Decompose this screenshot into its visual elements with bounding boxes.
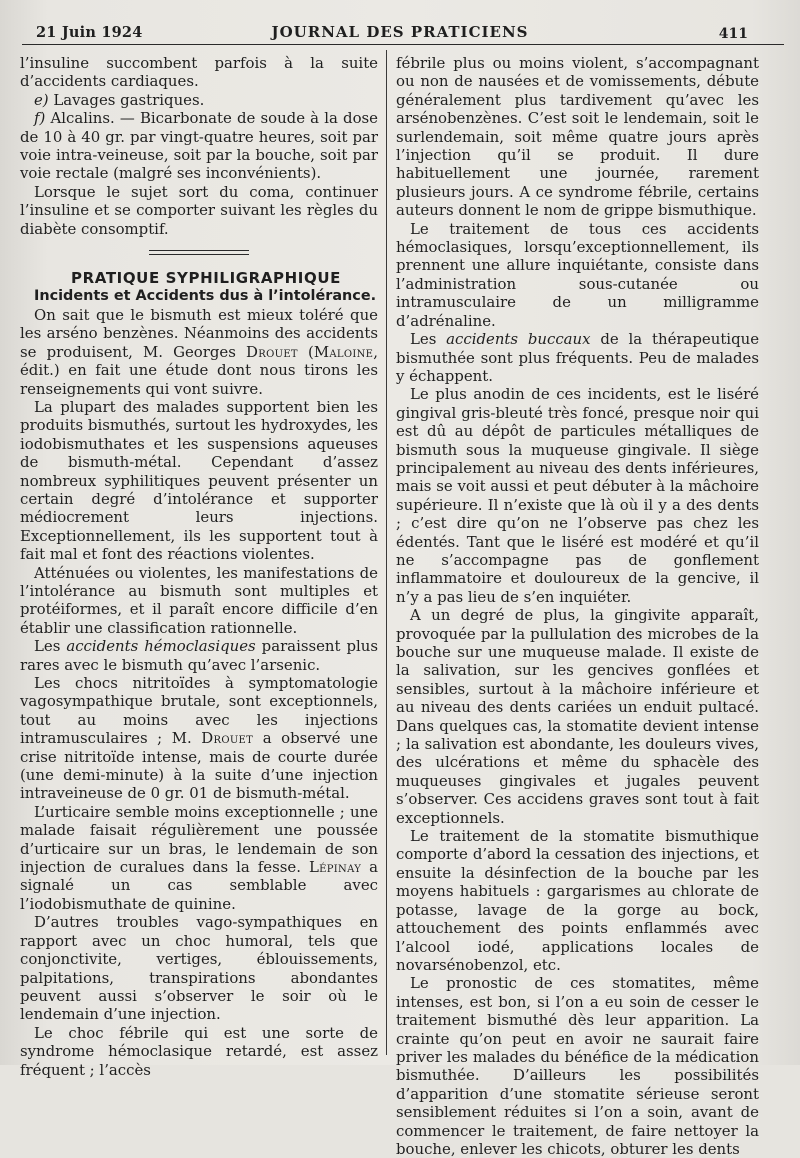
paragraph-plupart: La plupart des malades supportent bien les produits bismuthés, surtout les hydroxydes, les iodobismuthates et les suspensions aqueuses de bismuth-métal. Cependant d’assez nombreux syphilitiques peuvent présenter un certain degré d’intolérance et supporter médiocrement leurs injections. Exceptionnellement, ils les supportent tout à fait mal et font des réactions violentes. bbox=[20, 397, 378, 564]
list-item-e bbox=[20, 91, 378, 109]
text-run: Les chocs nitritoïdes à symptomatologie vagosympathique brutale, sont exceptionnels, tout au moins avec les injections intramusculaires ; M. bbox=[20, 674, 378, 748]
paragraph-bismuth-tolerance bbox=[20, 306, 378, 398]
text-run: L’urticaire semble moins exceptionnelle ; une malade faisait régulièrement une poussée d’urticaire sur un bras, le lendemain de son injection de curalues dans la fesse. bbox=[20, 802, 378, 877]
section-divider bbox=[149, 250, 249, 255]
item-f-label: f) bbox=[34, 109, 46, 128]
left-column bbox=[20, 54, 378, 1079]
item-f-text: Alcalins. — Bicarbonate de soude à la dose de 10 à 40 gr. par vingt-quatre heures, soit par voie intra-veineuse, soit par la bouche, soit par voie rectale (malgré ses inconvénients). bbox=[20, 109, 378, 183]
text-run: a observé une crise nitritoïde intense, mais de courte durée (une demi-minute) à la suite d’une injection intraveineuse de 0 gr. 01 de bismuth-métal. bbox=[20, 729, 378, 803]
list-item-f bbox=[20, 109, 378, 183]
emphasis-accidents-buccaux: accidents buccaux bbox=[446, 330, 591, 349]
header-page-number: 411 bbox=[718, 26, 748, 42]
text-run: ( bbox=[297, 342, 314, 361]
paragraph-pronostic: Le pronostic de ces stomatites, même intenses, est bon, si l’on a eu soin de cesser le traitement bismuthé dès leur apparition. La crainte qu’on peut en avoir ne saurait faire priver les malades du bénéfice de la médication bismuthée. D’ailleurs les possibilités d’apparition d’une stomatite sérieuse seront sensiblement réduites si l’on a soin, avant de commencer le traitement, de faire nettoyer la bouche, enlever les chicots, obturer les dents bbox=[396, 974, 759, 1158]
right-column bbox=[396, 54, 759, 1158]
paragraph-choc-febrile: Le choc fébrile qui est une sorte de syndrome hémoclasique retardé, est assez fréquent ; l’accès bbox=[20, 1023, 378, 1079]
column-divider bbox=[386, 50, 387, 1055]
text-run: a signalé un cas semblable avec l’iodobismuthate de quinine. bbox=[20, 858, 378, 913]
item-e-label: e) bbox=[34, 90, 49, 109]
paragraph-chocs bbox=[20, 674, 378, 803]
header-rule bbox=[22, 44, 784, 45]
text-run: paraissent plus rares avec le bismuth qu’avec l’arsenic. bbox=[20, 637, 379, 674]
paragraph-insuline: l’insuline succombent parfois à la suite d’accidents cardiaques. bbox=[20, 54, 378, 91]
paragraph-febrile-continued: fébrile plus ou moins violent, s’accompagnant ou non de nausées et de vomissements, débute généralement plus tardivement qu’avec les arsénobenzènes. C’est soit le lendemain, soit le surlendemain, soit même quatre jours après l’injection qu’il se produit. Il dure habituellement une journée, rarement plusieurs jours. A ce syndrome fébrile, certains auteurs donnent le nom de grippe bismuthique. bbox=[396, 54, 759, 220]
paragraph-traitement-stomatite: Le traitement de la stomatite bismuthique comporte d’abord la cessation des injections, et ensuite la désinfection de la bouche par les moyens habituels : gargarismes au chlorate de potasse, lavage de la gorge au bock, attouchement des points enflammés avec l’alcool iodé, applications locales de novarsénobenzol, etc. bbox=[396, 827, 759, 974]
paragraph-traitement-hemoclasiques: Le traitement de tous ces accidents hémoclasiques, lorsqu’exceptionnellement, ils prennent une allure inquiétante, consiste dans l’administration sous-cutanée ou intramusculaire de un milligramme d’adrénaline. bbox=[396, 219, 759, 330]
author-name-drouet: Drouet bbox=[246, 342, 298, 361]
paragraph-gingivite: A un degré de plus, la gingivite apparaît, provoquée par la pullulation des microbes de la bouche sur une muqueuse malade. Il existe de la salivation, sur les gencives gonflées et sensibles, surtout à la mâchoire inférieure et au niveau des dents cariées un enduit pultacé. Dans quelques cas, la stomatite devient intense ; la salivation est abondante, les douleurs vives, des ulcérations et même du sphacèle des muqueuses gingivales et jugales peuvent s’observer. Ces accidens graves sont tout à fait exceptionnels. bbox=[396, 606, 759, 827]
subsection-title: Incidents et Accidents dus à l’intolérance. bbox=[34, 288, 377, 305]
item-e-text: Lavages gastriques. bbox=[48, 90, 205, 109]
paragraph-coma: Lorsque le sujet sort du coma, continuer l’insuline et se comporter suivant les règles du diabète consomptif. bbox=[20, 182, 378, 238]
author-name-drouet: Drouet bbox=[201, 729, 254, 748]
paragraph-accidents-buccaux bbox=[396, 330, 759, 385]
paragraph-lisere: Le plus anodin de ces incidents, est le liséré gingival gris-bleuté très foncé, presque noir qui est dû au dépôt de particules métalliques de bismuth sous la muqueuse gingivale. Il siège principalement au niveau des dents inférieures, mais se voit aussi et peut débuter à la mâchoire supérieure. Il n’existe que là où il y a des dents ; c’est dire qu’on ne l’observe pas chez les édentés. Tant que le liséré est modéré et qu’il ne s’accompagne pas de gonflement inflammatoire et douloureux de la gencive, il n’y a pas lieu de s’en inquiéter. bbox=[396, 385, 759, 606]
text-run: On sait que le bismuth est mieux toléré que les arséno benzènes. Néanmoins des accidents se produisent, M. Georges bbox=[20, 305, 378, 361]
emphasis-accidents-hemoclasiques: accidents hémoclasiques bbox=[66, 637, 256, 656]
paragraph-attenuees: Atténuées ou violentes, les manifestations de l’intolérance au bismuth sont multiples et protéiformes, et il paraît encore difficile d’en établir une classification rationnelle. bbox=[20, 563, 378, 637]
paragraph-urticaire bbox=[20, 803, 378, 913]
text-run: de la thérapeutique bismuthée sont plus fréquents. Peu de malades y échappent. bbox=[396, 330, 760, 385]
text-run: , édit.) en fait une étude dont nous tirons les renseignements qui vont suivre. bbox=[20, 342, 379, 398]
publisher-name-maloine: Maloine bbox=[313, 342, 374, 361]
author-name-lepinay: Lépinay bbox=[308, 858, 362, 877]
text-run: Les bbox=[34, 637, 67, 656]
header-date: 21 Juin 1924 bbox=[36, 24, 143, 41]
section-title: PRATIQUE SYPHILIGRAPHIQUE bbox=[71, 269, 341, 288]
text-run: Les bbox=[410, 330, 447, 349]
paragraph-troubles: D’autres troubles vago-sympathiques en rapport avec un choc humoral, tels que conjonctivite, vertiges, éblouissements, palpitations, transpirations abondantes peuvent aussi s’observer le soir où le lendemain d’une injection. bbox=[20, 913, 378, 1024]
header-journal-title: JOURNAL DES PRATICIENS bbox=[271, 23, 529, 41]
paragraph-hemoclasiques bbox=[20, 637, 378, 674]
